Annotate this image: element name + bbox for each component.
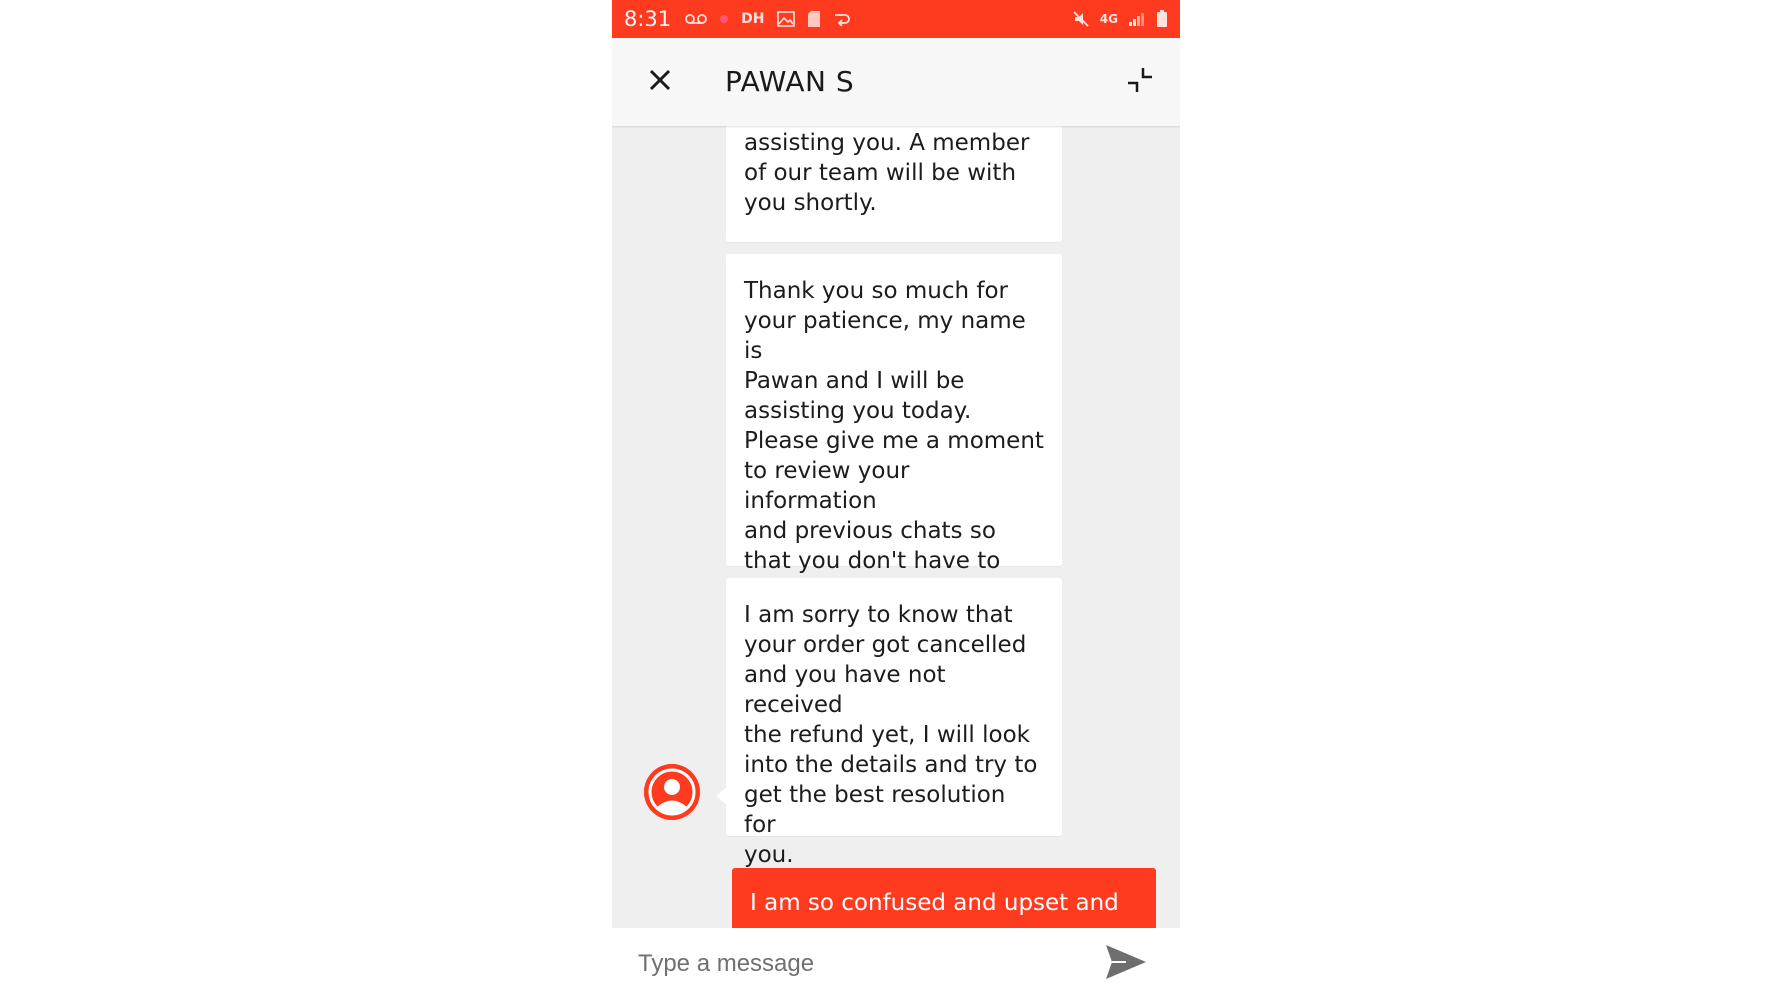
dot-icon bbox=[719, 14, 729, 24]
battery-icon bbox=[1156, 10, 1168, 28]
send-button[interactable] bbox=[1102, 942, 1150, 986]
agent-name: PAWAN S bbox=[725, 65, 855, 98]
close-icon bbox=[648, 68, 672, 96]
message-text: Thank you so much for your patience, my name is Pawan and I will be assisting you today. Please give me a moment to review your information and previous chats so that you don't have to bbox=[744, 278, 1044, 574]
send-icon bbox=[1104, 943, 1148, 985]
message-text: I am sorry to know that your order got cancelled and you have not received the refund yet, I will look into the details and try to get the best resolution for you. bbox=[744, 602, 1038, 868]
message-text: I am so confused and upset and bbox=[750, 890, 1119, 916]
user-avatar-icon bbox=[644, 764, 700, 820]
sd-card-icon bbox=[807, 10, 821, 28]
message-input[interactable] bbox=[626, 938, 1066, 990]
bubble-pointer bbox=[716, 786, 728, 806]
minimize-icon bbox=[1125, 65, 1155, 99]
agent-message-bubble bbox=[726, 254, 1062, 574]
mute-icon bbox=[1072, 10, 1090, 28]
status-bar bbox=[612, 0, 1180, 38]
user-message-bubble bbox=[732, 868, 1156, 928]
status-right-group bbox=[1062, 10, 1168, 28]
message-list[interactable] bbox=[612, 126, 1180, 928]
voicemail-icon bbox=[685, 13, 707, 25]
agent-avatar bbox=[644, 764, 700, 820]
network-4g-icon: 4G bbox=[1099, 12, 1118, 26]
agent-message-bubble bbox=[726, 126, 1062, 242]
message-composer bbox=[612, 928, 1180, 1000]
image-icon bbox=[777, 11, 795, 27]
dh-icon: DH bbox=[741, 11, 765, 27]
minimize-button[interactable] bbox=[1120, 62, 1160, 102]
signal-icon bbox=[1128, 11, 1146, 27]
status-time: 8:31 bbox=[624, 7, 672, 31]
chat-header bbox=[612, 38, 1180, 126]
forward-icon bbox=[833, 12, 851, 26]
message-text: assisting you. A member of our team will be with you shortly. bbox=[744, 130, 1030, 216]
agent-message-bubble bbox=[726, 578, 1062, 868]
chat-screen bbox=[612, 0, 1180, 1000]
close-button[interactable] bbox=[640, 62, 680, 102]
